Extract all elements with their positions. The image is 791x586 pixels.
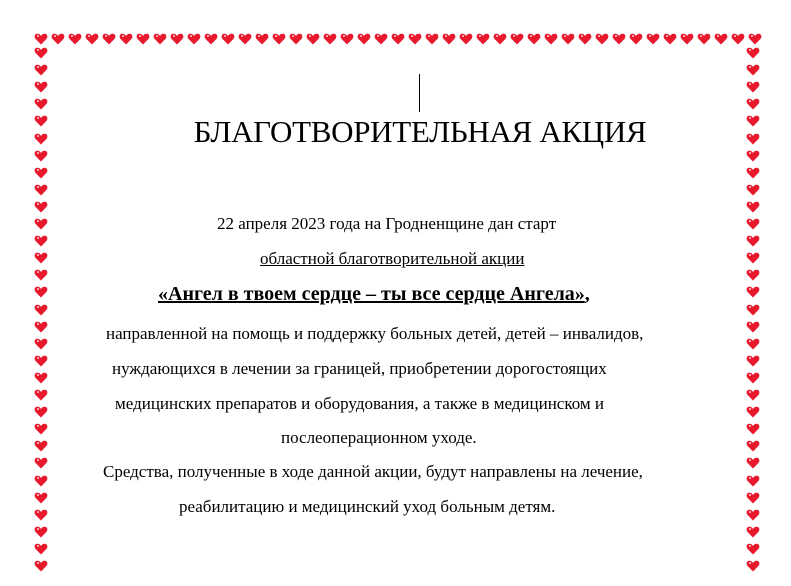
heart-icon bbox=[34, 251, 48, 265]
heart-icon bbox=[746, 371, 760, 385]
heart-icon bbox=[34, 439, 48, 453]
heart-icon bbox=[746, 525, 760, 539]
heart-icon bbox=[68, 32, 82, 46]
heart-icon bbox=[289, 32, 303, 46]
heart-icon bbox=[51, 32, 65, 46]
heart-icon bbox=[34, 285, 48, 299]
heart-icon bbox=[136, 32, 150, 46]
heart-icon bbox=[374, 32, 388, 46]
heart-icon bbox=[34, 149, 48, 163]
heart-icon bbox=[527, 32, 541, 46]
heart-icon bbox=[746, 251, 760, 265]
heart-icon bbox=[272, 32, 286, 46]
heart-icon bbox=[746, 234, 760, 248]
heart-icon bbox=[34, 456, 48, 470]
heart-icon bbox=[34, 234, 48, 248]
heart-icon bbox=[476, 32, 490, 46]
heart-icon bbox=[34, 508, 48, 522]
heart-border-top bbox=[34, 30, 762, 48]
heart-icon bbox=[238, 32, 252, 46]
heart-icon bbox=[746, 217, 760, 231]
heart-icon bbox=[746, 422, 760, 436]
heart-icon bbox=[697, 32, 711, 46]
heart-icon bbox=[746, 268, 760, 282]
heart-icon bbox=[357, 32, 371, 46]
heart-icon bbox=[34, 97, 48, 111]
heart-icon bbox=[578, 32, 592, 46]
heart-icon bbox=[746, 63, 760, 77]
heart-icon bbox=[746, 166, 760, 180]
heart-icon bbox=[323, 32, 337, 46]
heart-icon bbox=[680, 32, 694, 46]
heart-icon bbox=[612, 32, 626, 46]
heart-icon bbox=[408, 32, 422, 46]
heart-icon bbox=[34, 166, 48, 180]
heart-icon bbox=[442, 32, 456, 46]
heart-icon bbox=[119, 32, 133, 46]
heart-icon bbox=[731, 32, 745, 46]
heart-icon bbox=[153, 32, 167, 46]
heart-icon bbox=[746, 200, 760, 214]
heart-icon bbox=[459, 32, 473, 46]
heart-icon bbox=[746, 439, 760, 453]
heart-icon bbox=[544, 32, 558, 46]
heart-icon bbox=[391, 32, 405, 46]
heart-icon bbox=[34, 268, 48, 282]
heart-icon bbox=[34, 405, 48, 419]
heart-icon bbox=[34, 63, 48, 77]
heart-icon bbox=[34, 303, 48, 317]
heart-icon bbox=[34, 80, 48, 94]
text-line-1: 22 апреля 2023 года на Гродненщине дан старт bbox=[217, 214, 557, 233]
heart-icon bbox=[34, 320, 48, 334]
heart-icon bbox=[102, 32, 116, 46]
heart-icon bbox=[34, 354, 48, 368]
heart-icon bbox=[746, 456, 760, 470]
heart-icon bbox=[34, 491, 48, 505]
heart-icon bbox=[34, 337, 48, 351]
text-line-4: направленной на помощь и поддержку больных детей, детей – инвалидов, bbox=[106, 324, 644, 343]
heart-icon bbox=[746, 337, 760, 351]
heart-icon bbox=[746, 405, 760, 419]
heart-icon bbox=[746, 97, 760, 111]
campaign-name: «Ангел в твоем сердце – ты все сердце Ангела» bbox=[158, 283, 585, 305]
heart-icon bbox=[746, 508, 760, 522]
heart-icon bbox=[204, 32, 218, 46]
heart-icon bbox=[34, 388, 48, 402]
heart-icon bbox=[629, 32, 643, 46]
heart-icon bbox=[221, 32, 235, 46]
heart-icon bbox=[746, 183, 760, 197]
text-line-7: послеоперационном уходе. bbox=[281, 428, 477, 447]
heart-icon bbox=[34, 474, 48, 488]
text-line-9: реабилитацию и медицинский уход больным детям. bbox=[179, 497, 556, 516]
heart-icon bbox=[34, 217, 48, 231]
heart-icon bbox=[340, 32, 354, 46]
heart-icon bbox=[34, 46, 48, 60]
heart-icon bbox=[746, 303, 760, 317]
heart-icon bbox=[595, 32, 609, 46]
heart-icon bbox=[34, 422, 48, 436]
text-line-2: областной благотворительной акции bbox=[260, 249, 525, 268]
heart-icon bbox=[746, 46, 760, 60]
heart-icon bbox=[34, 371, 48, 385]
heart-icon bbox=[746, 542, 760, 556]
heart-icon bbox=[663, 32, 677, 46]
heart-icon bbox=[34, 200, 48, 214]
heart-icon bbox=[255, 32, 269, 46]
heart-icon bbox=[746, 388, 760, 402]
heart-icon bbox=[34, 542, 48, 556]
text-line-8: Средства, полученные в ходе данной акции, будут направлены на лечение, bbox=[103, 462, 643, 481]
campaign-name-line bbox=[158, 283, 590, 306]
heart-icon bbox=[510, 32, 524, 46]
heart-icon bbox=[493, 32, 507, 46]
text-cursor bbox=[419, 74, 420, 112]
heart-icon bbox=[646, 32, 660, 46]
heart-icon bbox=[34, 559, 48, 573]
heart-icon bbox=[170, 32, 184, 46]
campaign-name-comma: , bbox=[584, 283, 590, 305]
heart-icon bbox=[34, 183, 48, 197]
heart-icon bbox=[85, 32, 99, 46]
heart-icon bbox=[34, 32, 48, 46]
heart-icon bbox=[34, 525, 48, 539]
heart-icon bbox=[746, 491, 760, 505]
heart-icon bbox=[746, 80, 760, 94]
heart-icon bbox=[746, 285, 760, 299]
heart-icon bbox=[746, 474, 760, 488]
heart-icon bbox=[306, 32, 320, 46]
document-title: БЛАГОТВОРИТЕЛЬНАЯ АКЦИЯ bbox=[193, 114, 647, 149]
text-line-5: нуждающихся в лечении за границей, приобретении дорогостоящих bbox=[112, 359, 607, 378]
heart-icon bbox=[561, 32, 575, 46]
heart-icon bbox=[714, 32, 728, 46]
heart-icon bbox=[746, 320, 760, 334]
heart-icon bbox=[187, 32, 201, 46]
heart-icon bbox=[746, 559, 760, 573]
heart-icon bbox=[746, 354, 760, 368]
heart-icon bbox=[748, 32, 762, 46]
text-line-6: медицинских препаратов и оборудования, а также в медицинском и bbox=[115, 394, 605, 413]
heart-icon bbox=[746, 149, 760, 163]
heart-icon bbox=[425, 32, 439, 46]
